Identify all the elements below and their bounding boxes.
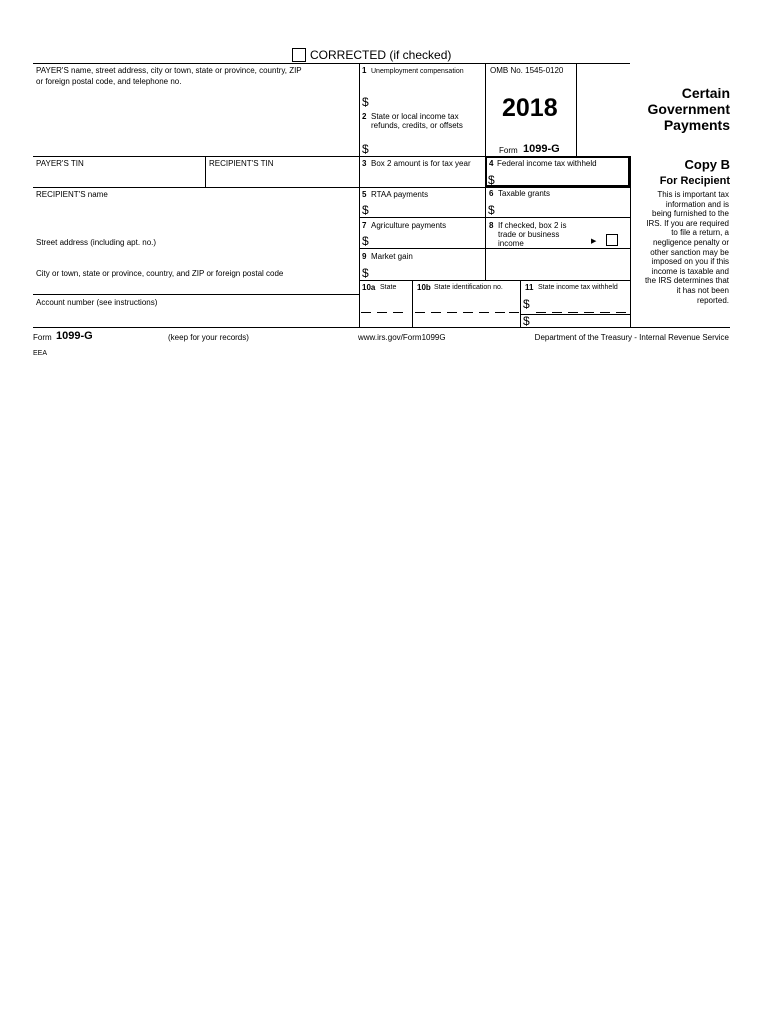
box10b-dash-line — [431, 312, 441, 313]
box1-label: Unemployment compensation — [371, 68, 464, 75]
omb-form-prefix: Form — [499, 146, 518, 155]
footer-eea: EEA — [33, 350, 48, 357]
box7-dollar: $ — [362, 234, 369, 248]
copy-for: For Recipient — [659, 175, 730, 187]
copy-notice-line: imposed on you if this — [651, 257, 729, 267]
box10a-dash-line — [377, 312, 387, 313]
box11-dash-line — [536, 312, 546, 313]
copy-notice-line: being furnished to the — [652, 209, 729, 219]
box2-dollar: $ — [362, 142, 369, 156]
box8-label-line1: If checked, box 2 is — [498, 221, 567, 230]
copy-notice-line: This is important tax — [657, 190, 729, 199]
box1-dollar: $ — [362, 95, 369, 109]
footer-form-name: 1099-G — [56, 330, 93, 342]
box4-label: Federal income tax withheld — [497, 159, 597, 168]
box10b-number: 10b — [417, 283, 431, 292]
box8-label-line3: income — [498, 239, 524, 248]
box6-number: 6 — [489, 189, 494, 198]
street-address-label: Street address (including apt. no.) — [36, 238, 157, 247]
box2-label-line2: refunds, credits, or offsets — [371, 121, 463, 130]
city-label: City or town, state or province, country, and ZIP or foreign postal code — [36, 269, 284, 278]
copy-notice-line: information and is — [665, 199, 729, 209]
box7-label: Agriculture payments — [371, 221, 447, 230]
box10a-number: 10a — [362, 283, 376, 292]
box10b-dash-line — [509, 312, 519, 313]
box8-checkbox[interactable] — [606, 234, 618, 246]
box10b-label: State identification no. — [434, 284, 503, 291]
payer-block-bottom-border — [33, 156, 359, 157]
box11-label: State income tax withheld — [538, 284, 618, 291]
center-divider — [359, 63, 360, 327]
box10b-dash-line — [415, 312, 425, 313]
omb-form-name: 1099-G — [523, 143, 560, 155]
account-number-label: Account number (see instructions) — [36, 298, 158, 307]
box10a-dash-line — [361, 312, 371, 313]
omb-right-divider — [576, 63, 577, 156]
box9-label: Market gain — [371, 252, 413, 261]
box10b-dash-line — [463, 312, 473, 313]
box5-label: RTAA payments — [371, 190, 429, 199]
box4-number: 4 — [489, 159, 494, 168]
box10b-dash-line — [447, 312, 457, 313]
box2-number: 2 — [362, 112, 367, 121]
footer-keep-records: (keep for your records) — [168, 333, 249, 342]
row7-bottom-border — [359, 248, 630, 249]
copy-notice-line: the IRS determines that — [644, 276, 729, 286]
box3-label: Box 2 amount is for tax year — [371, 159, 471, 168]
box1-number: 1 — [362, 66, 367, 75]
payer-name-label-line1: PAYER'S name, street address, city or town, state or province, country, ZIP — [36, 66, 302, 75]
box3-number: 3 — [362, 159, 367, 168]
box8-number: 8 — [489, 221, 494, 230]
box7-number: 7 — [362, 221, 367, 230]
box6-dollar: $ — [488, 203, 495, 217]
row5-bottom-border — [359, 217, 630, 218]
box6-label: Taxable grants — [498, 189, 551, 198]
copy-notice-line: income is taxable and — [651, 266, 729, 276]
copy-name: Copy B — [684, 157, 730, 172]
box11-row-divider — [521, 314, 630, 315]
box5-dollar: $ — [362, 203, 369, 217]
payer-tin-label: PAYER'S TIN — [36, 159, 84, 168]
box11-dash-line — [568, 312, 578, 313]
box8-label-line2: trade or business — [498, 230, 560, 239]
box9-number: 9 — [362, 252, 367, 261]
box10a-label: State — [380, 284, 397, 291]
tin-divider — [205, 156, 206, 187]
box11-dash-line — [552, 312, 562, 313]
box8-arrow-icon: ▶ — [591, 238, 597, 245]
form-bottom-border — [33, 327, 730, 328]
box11-number: 11 — [525, 283, 534, 292]
copy-notice — [619, 190, 729, 305]
tin-bottom-border — [33, 187, 359, 188]
omb-number: OMB No. 1545-0120 — [490, 66, 564, 75]
corrected-checkbox[interactable] — [292, 48, 306, 62]
box11-dollar: $ — [523, 297, 530, 311]
box10a-dash-line — [393, 312, 403, 313]
box2-label-line1: State or local income tax — [371, 112, 459, 121]
box11-dollar-second: $ — [523, 314, 530, 328]
row9-bottom-border — [359, 280, 630, 281]
row3-bottom-border — [359, 187, 630, 188]
copy-notice-line: IRS. If you are required — [646, 218, 729, 228]
footer-department: Department of the Treasury - Internal Revenue Service — [534, 333, 729, 342]
box4-dollar: $ — [488, 173, 495, 187]
payer-name-label-line2: or foreign postal code, and telephone no. — [36, 77, 182, 86]
copy-notice-line: it has not been — [676, 285, 729, 295]
recipient-tin-label: RECIPIENT'S TIN — [209, 159, 274, 168]
footer-url: www.irs.gov/Form1099G — [358, 333, 446, 342]
box11-dash-line — [584, 312, 594, 313]
city-bottom-border — [33, 294, 359, 295]
box5-number: 5 — [362, 190, 367, 199]
box11-dash-line — [616, 312, 626, 313]
recipient-name-label: RECIPIENT'S name — [36, 190, 108, 199]
box2-bottom-border — [359, 156, 485, 157]
copy-notice-line: to file a return, a — [671, 228, 729, 238]
form-title-line1: Certain — [681, 85, 730, 101]
form-title-line3: Payments — [663, 117, 730, 133]
box10b-dash-line — [495, 312, 505, 313]
box10b-dash-line — [479, 312, 489, 313]
box10b-divider — [520, 280, 521, 327]
copy-notice-line: reported. — [696, 295, 729, 305]
box9-dollar: $ — [362, 266, 369, 280]
copy-notice-line: negligence penalty or — [652, 237, 729, 247]
corrected-label: CORRECTED (if checked) — [310, 48, 452, 62]
box10a-divider — [412, 280, 413, 327]
box11-dash-line — [600, 312, 610, 313]
footer-form-prefix: Form — [33, 333, 52, 342]
copy-notice-line: other sanction may be — [650, 247, 729, 257]
tax-year: 2018 — [502, 94, 558, 122]
form-top-border — [33, 63, 630, 64]
form-title-line2: Government — [647, 101, 730, 117]
